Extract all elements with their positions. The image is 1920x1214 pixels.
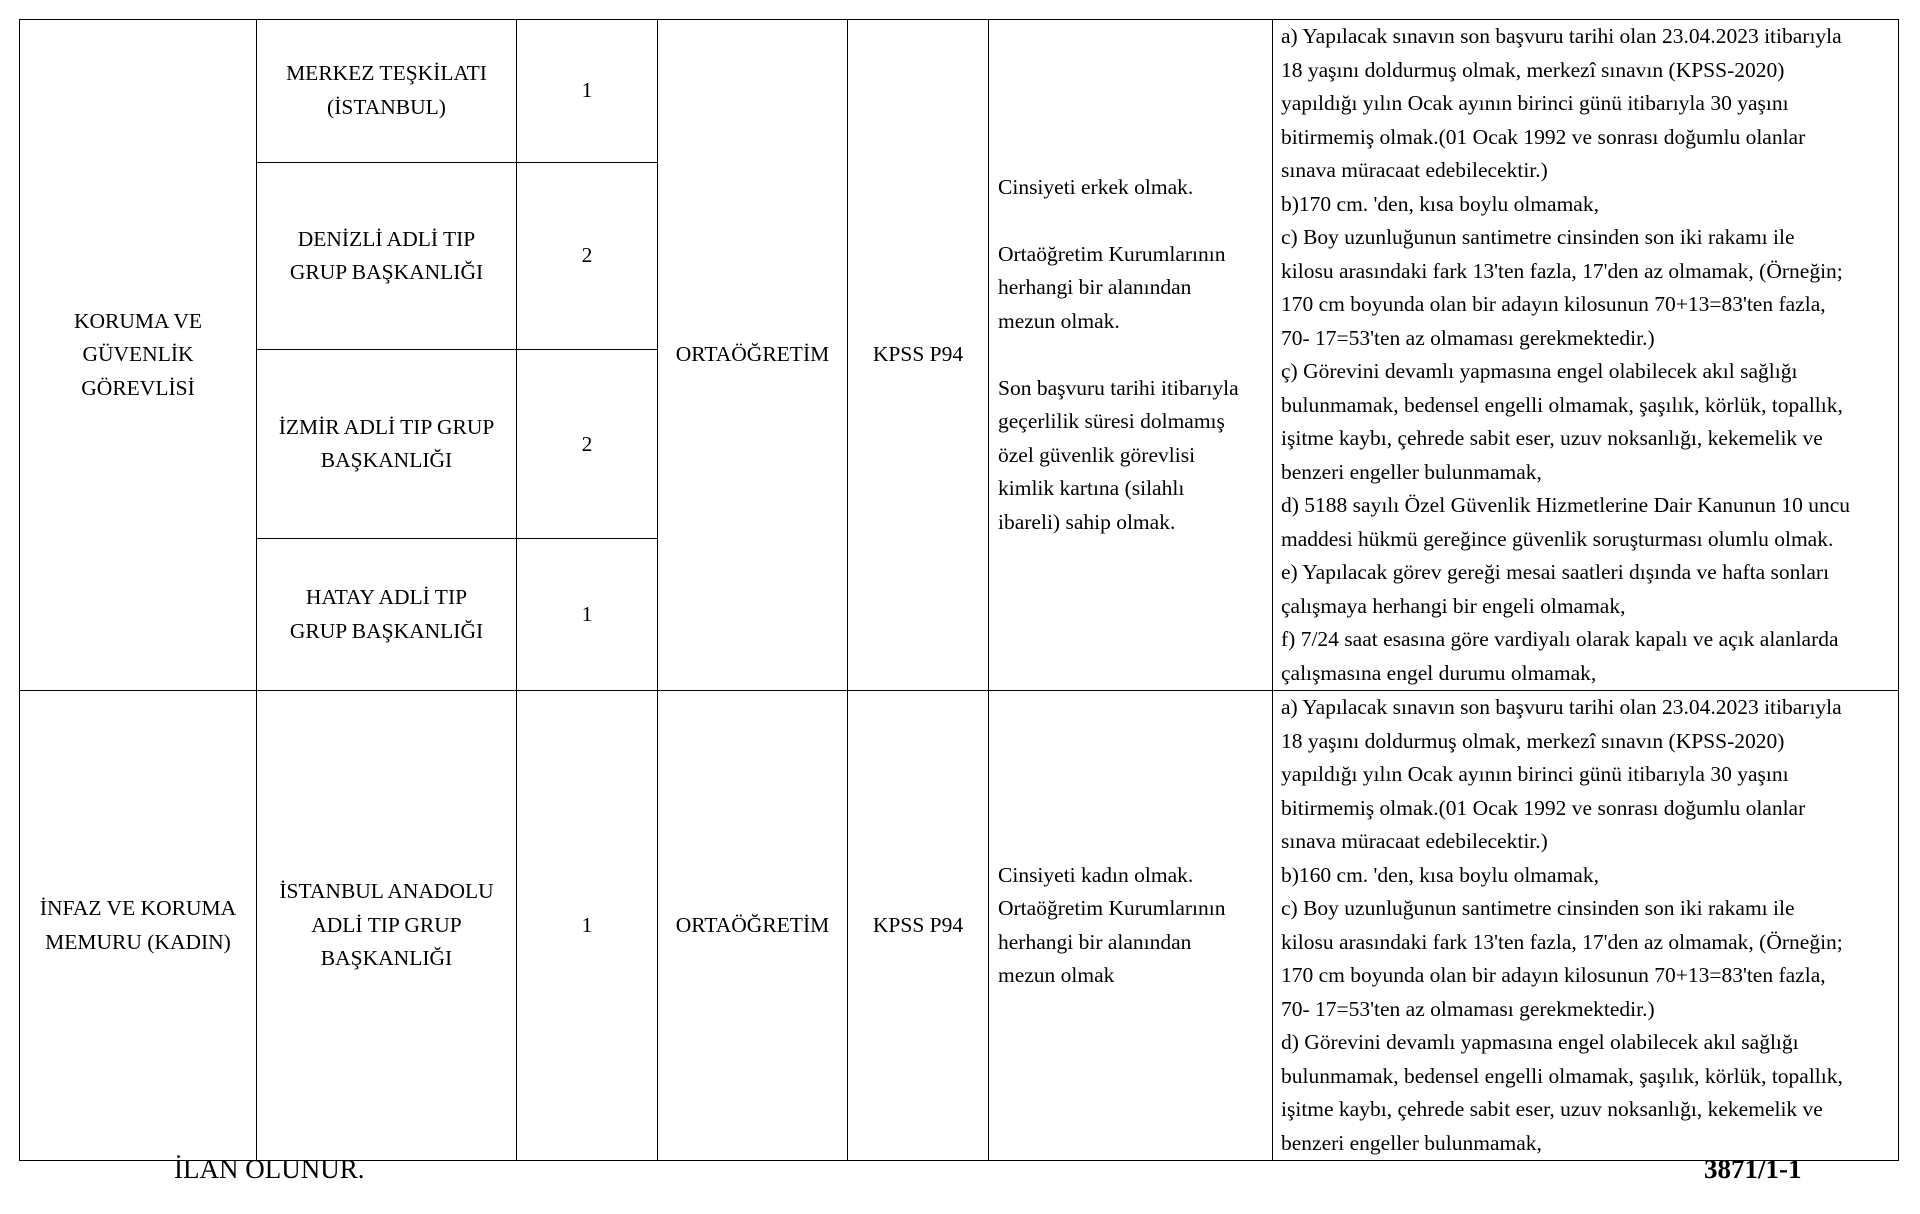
position-count: 2 xyxy=(581,431,593,456)
unit-name: DENİZLİ ADLİ TIP GRUP BAŞKANLIĞI xyxy=(289,226,484,285)
job-requirements-table xyxy=(19,19,1899,1161)
unit-cell xyxy=(257,691,517,1161)
education-level: ORTAÖĞRETİM xyxy=(675,342,830,367)
unit-cell xyxy=(257,350,517,539)
unit-name: MERKEZ TEŞKİLATI (İSTANBUL) xyxy=(286,61,487,119)
requirements-cell xyxy=(1273,20,1899,691)
conditions-cell xyxy=(989,20,1273,691)
education-cell xyxy=(658,20,848,691)
requirements-cell xyxy=(1273,691,1899,1161)
unit-cell xyxy=(257,539,517,691)
unit-name: İSTANBUL ANADOLU ADLİ TIP GRUP BAŞKANLIĞI xyxy=(279,879,494,971)
education-cell xyxy=(658,691,848,1161)
count-cell xyxy=(517,691,658,1161)
conditions-cell xyxy=(989,691,1273,1161)
position-cell xyxy=(20,691,257,1161)
announcement-number: 3871/1-1 xyxy=(1704,1154,1802,1184)
count-cell xyxy=(517,162,658,350)
position-title: İNFAZ VE KORUMA MEMURU (KADIN) xyxy=(39,896,237,954)
position-title: KORUMA VE GÜVENLİK GÖREVLİSİ xyxy=(73,308,203,400)
exam-cell xyxy=(848,691,989,1161)
requirements-text: a) Yapılacak sınavın son başvuru tarihi olan 23.04.2023 itibarıyla 18 yaşını doldurmuş olmak, merkezî sınavın (KPSS-2020) yapıldığı yılın Ocak ayının birinci günü itibarıyla 30 yaşını bitirmemiş olmak.(01 Ocak 1992 ve sonrası doğumlu olanlar sınava müracaat edebilecektir.) b)160 cm. 'den, kısa boylu olmamak, c) Boy uzunluğunun santimetre cinsinden son iki rakamı ile kilosu arasındaki fark 13'ten fazla, 17'den az olmamak, (Örneğin; 170 cm boyunda olan bir adayın kilosunun 70+13=83'ten fazla, 70- 17=53'ten az olmaması gerekmektedir.) d) Görevini devamlı yapmasına engel olabilecek akıl sağlığı bulunmamak, bedensel engelli olmamak, şaşılık, körlük, topallık, işitme kaybı, çehrede sabit eser, uzuv noksanlığı, kekemelik ve benzeri engeller bulunmamak, xyxy=(1281,695,1843,1155)
announcement-closing: İLAN OLUNUR. xyxy=(174,1154,365,1184)
unit-name: İZMİR ADLİ TIP GRUP BAŞKANLIĞI xyxy=(278,414,495,473)
position-count: 1 xyxy=(581,912,593,937)
position-count: 2 xyxy=(581,243,593,268)
exam-score-type: KPSS P94 xyxy=(872,342,964,367)
conditions-text: Cinsiyeti kadın olmak. Ortaöğretim Kurumlarının herhangi bir alanından mezun olmak xyxy=(998,862,1226,987)
count-cell xyxy=(517,20,658,163)
count-cell xyxy=(517,350,658,539)
exam-score-type: KPSS P94 xyxy=(872,912,964,937)
requirements-text: a) Yapılacak sınavın son başvuru tarihi olan 23.04.2023 itibarıyla 18 yaşını doldurmuş olmak, merkezî sınavın (KPSS-2020) yapıldığı yılın Ocak ayının birinci günü itibarıyla 30 yaşını bitirmemiş olmak.(01 Ocak 1992 ve sonrası doğumlu olanlar sınava müracaat edebilecektir.) b)170 cm. 'den, kısa boylu olmamak, c) Boy uzunluğunun santimetre cinsinden son iki rakamı ile kilosu arasındaki fark 13'ten fazla, 17'den az olmamak, (Örneğin; 170 cm boyunda olan bir adayın kilosunun 70+13=83'ten fazla, 70- 17=53'ten az olmaması gerekmektedir.) ç) Görevini devamlı yapmasına engel olabilecek akıl sağlığı bulunmamak, bedensel engelli olmamak, şaşılık, körlük, topallık, işitme kaybı, çehrede sabit eser, uzuv noksanlığı, kekemelik ve benzeri engeller bulunmamak, d) 5188 sayılı Özel Güvenlik Hizmetlerine Dair Kanunun 10 uncu maddesi hükmü gereğince güvenlik soruşturması olumlu olmak. e) Yapılacak görev gereği mesai saatleri dışında ve hafta sonları çalışmaya herhangi bir engeli olmamak, f) 7/24 saat esasına göre vardiyalı olarak kapalı ve açık alanlarda çalışmasına engel durumu olmamak, xyxy=(1281,24,1851,685)
position-count: 1 xyxy=(581,601,593,626)
education-level: ORTAÖĞRETİM xyxy=(675,912,830,937)
unit-name: HATAY ADLİ TIP GRUP BAŞKANLIĞI xyxy=(289,585,484,643)
exam-cell xyxy=(848,20,989,691)
count-cell xyxy=(517,539,658,691)
position-cell xyxy=(20,20,257,691)
conditions-text: Cinsiyeti erkek olmak. Ortaöğretim Kurumlarının herhangi bir alanından mezun olmak. Son başvuru tarihi itibarıyla geçerlilik süresi dolmamış özel güvenlik görevlisi kimlik kartına (silahlı ibareli) sahip olmak. xyxy=(998,174,1239,534)
unit-cell xyxy=(257,162,517,350)
unit-cell xyxy=(257,20,517,163)
position-count: 1 xyxy=(581,78,593,103)
